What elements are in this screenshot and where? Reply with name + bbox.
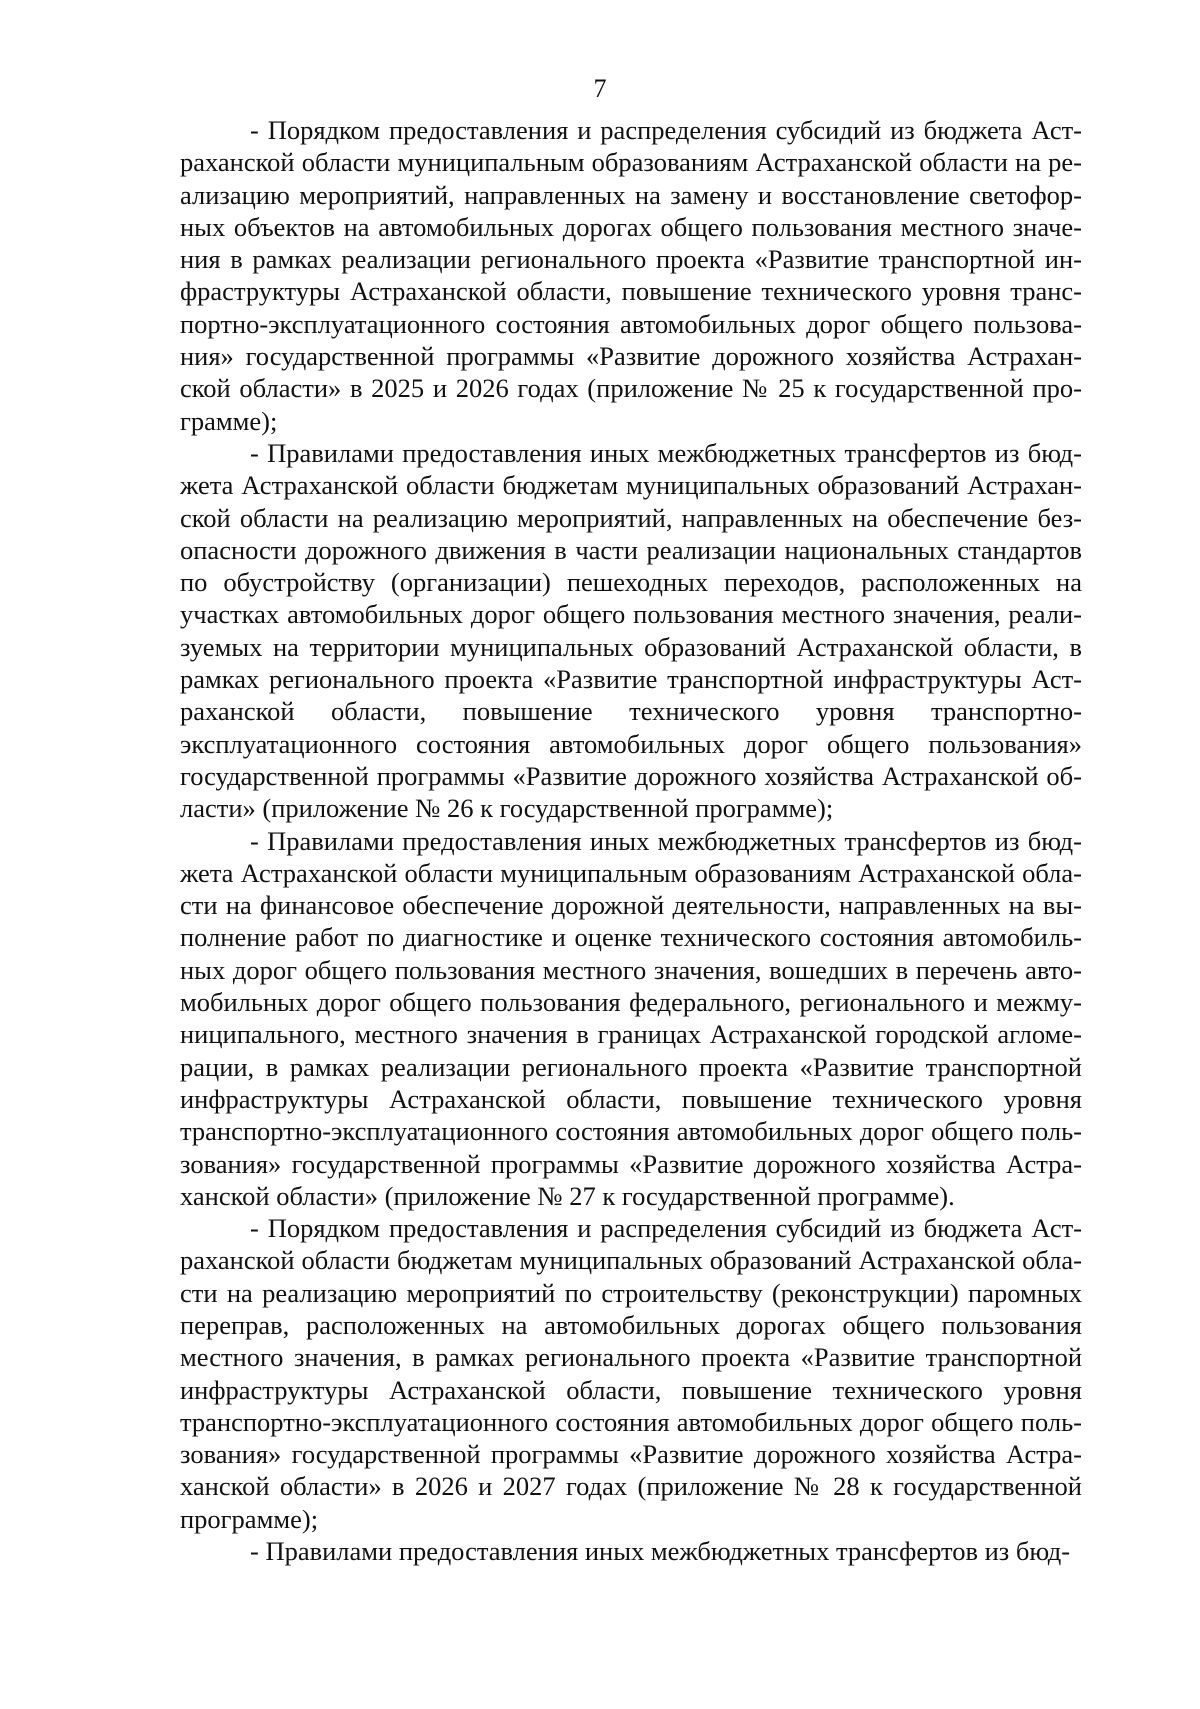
paragraph: - Правилами предоставления иных межбюджетных трансфертов из бюджета Астраханской области муниципальным образованиям Астраханской области на финансовое обеспечение дорожной деятельности, направленных на выполнение работ по диагностике и оценке технического состояния автомобильных дорог общего пользования местного значения, вошедших в перечень автомобильных дорог общего пользования федерального, регионального и межмуниципального, местного значения в границах Астраханской городской агломерации, в рамках реализации регионального проекта «Развитие транспортной инфраструктуры Астраханской области, повышение технического уровня транспортно-эксплуатационного состояния автомобильных дорог общего пользования» государственной программы «Развитие дорожного хозяйства Астраханской области» (приложение № 27 к государственной программе). — [180, 825, 1082, 1211]
paragraph: - Порядком предоставления и распределения субсидий из бюджета Астраханской области бюджетам муниципальных образований Астраханской области на реализацию мероприятий по строительству (реконструкции) паромных переправ, расположенных на автомобильных дорогах общего пользования местного значения, в рамках регионального проекта «Развитие транспортной инфраструктуры Астраханской области, повышение технического уровня транспортно-эксплуатационного состояния автомобильных дорог общего пользования» государственной программы «Развитие дорожного хозяйства Астраханской области» в 2026 и 2027 годах (приложение № 28 к государственной программе); — [180, 1213, 1082, 1534]
paragraph: - Порядком предоставления и распределения субсидий из бюджета Астраханской области муниципальным образованиям Астраханской области на реализацию мероприятий, направленных на замену и восстановление светофорных объектов на автомобильных дорогах общего пользования местного значения в рамках реализации регионального проекта «Развитие транспортной инфраструктуры Астраханской области, повышение технического уровня транспортно-эксплуатационного состояния автомобильных дорог общего пользования» государственной программы «Развитие дорожного хозяйства Астраханской области» в 2025 и 2026 годах (приложение № 25 к государственной программе); — [180, 115, 1082, 436]
paragraph: - Правилами предоставления иных межбюджетных трансфертов из бюджета Астраханской области бюджетам муниципальных образований Астраханской области на реализацию мероприятий, направленных на обеспечение безопасности дорожного движения в части реализации национальных стандартов по обустройству (организации) пешеходных переходов, расположенных на участках автомобильных дорог общего пользования местного значения, реализуемых на территории муниципальных образований Астраханской области, в рамках регионального проекта «Развитие транспортной инфраструктуры Астраханской области, повышение технического уровня транспортно-эксплуатационного состояния автомобильных дорог общего пользования» государственной программы «Развитие дорожного хозяйства Астраханской области» (приложение № 26 к государственной программе); — [180, 437, 1082, 824]
paragraph: - Правилами предоставления иных межбюджетных трансфертов из бюд- — [250, 1536, 1071, 1567]
document-body — [180, 114, 1082, 1567]
page-number: 7 — [593, 74, 607, 103]
